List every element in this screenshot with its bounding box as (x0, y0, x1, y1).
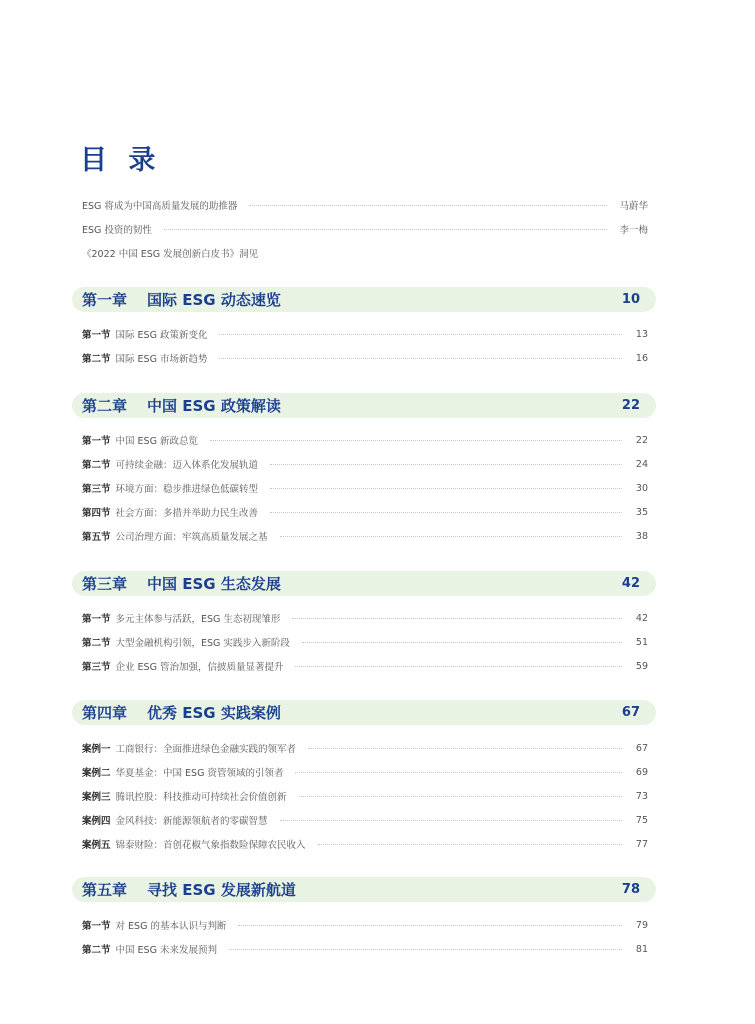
section-row[interactable] (82, 917, 648, 933)
section-row[interactable] (82, 456, 648, 472)
section-label: 腾讯控股：科技推动可持续社会价值创新 (115, 792, 287, 803)
section-page: 22 (635, 434, 648, 446)
leader-dots (270, 464, 622, 465)
leader-dots (164, 229, 608, 230)
section-row[interactable] (82, 326, 648, 342)
leader-dots (280, 536, 622, 537)
section-page: 13 (635, 328, 648, 340)
leader-dots (318, 844, 622, 845)
section-page: 16 (635, 352, 648, 364)
chapter-title: 中国 ESG 政策解读 (147, 397, 281, 415)
section-page: 35 (635, 506, 648, 518)
intro-author: 马蔚华 (619, 201, 648, 212)
section-label: 社会方面：多措并举助力民生改善 (115, 508, 259, 519)
section-prefix: 第一节 (82, 330, 111, 341)
section-row[interactable] (82, 658, 648, 674)
section-prefix: 案例五 (82, 840, 111, 851)
section-prefix: 案例四 (82, 816, 111, 827)
section-page: 73 (635, 790, 648, 802)
leader-dots (270, 488, 622, 489)
section-row[interactable] (82, 812, 648, 828)
chapter-number: 第三章 (82, 575, 128, 593)
section-label: 可持续金融：迈入体系化发展轨道 (115, 460, 259, 471)
intro-label: ESG 投资的韧性 (82, 225, 152, 236)
section-prefix: 第一节 (82, 614, 111, 625)
leader-dots (280, 820, 622, 821)
chapter-number: 第四章 (82, 704, 128, 722)
section-label: 多元主体参与活跃，ESG 生态初现雏形 (115, 614, 281, 625)
leader-dots (219, 358, 622, 359)
leader-dots (302, 642, 622, 643)
section-prefix: 第五节 (82, 532, 111, 543)
chapter-page: 78 (621, 882, 640, 897)
section-page: 75 (635, 814, 648, 826)
section-page: 67 (635, 742, 648, 754)
section-page: 77 (635, 838, 648, 850)
section-label: 企业 ESG 管治加强，信披质量显著提升 (115, 662, 284, 673)
section-row[interactable] (82, 836, 648, 852)
leader-dots (210, 440, 622, 441)
section-prefix: 第一节 (82, 921, 111, 932)
chapter-title: 寻找 ESG 发展新航道 (147, 881, 296, 899)
section-page: 69 (635, 766, 648, 778)
chapter-page: 22 (621, 398, 640, 413)
section-row[interactable] (82, 764, 648, 780)
section-page: 38 (635, 530, 648, 542)
section-prefix: 第四节 (82, 508, 111, 519)
chapter-header[interactable] (72, 393, 656, 418)
section-label: 中国 ESG 未来发展预判 (115, 945, 217, 956)
chapter-page: 67 (621, 705, 640, 720)
chapter-title: 优秀 ESG 实践案例 (147, 704, 281, 722)
section-label: 对 ESG 的基本认识与判断 (115, 921, 227, 932)
section-prefix: 第二节 (82, 638, 111, 649)
section-prefix: 第二节 (82, 354, 111, 365)
section-row[interactable] (82, 634, 648, 650)
section-prefix: 第二节 (82, 945, 111, 956)
leader-dots (308, 748, 622, 749)
section-row[interactable] (82, 504, 648, 520)
section-page: 51 (635, 636, 648, 648)
section-row[interactable] (82, 480, 648, 496)
section-page: 81 (635, 943, 648, 955)
chapter-page: 10 (621, 292, 640, 307)
section-page: 24 (635, 458, 648, 470)
chapter-number: 第一章 (82, 291, 128, 309)
chapter-page: 42 (621, 576, 640, 591)
chapter-number: 第二章 (82, 397, 128, 415)
section-label: 工商银行：全面推进绿色金融实践的领军者 (115, 744, 297, 755)
intro-label: ESG 将成为中国高质量发展的助推器 (82, 201, 238, 212)
intro-label: 《2022 中国 ESG 发展创新白皮书》洞见 (82, 249, 259, 260)
section-prefix: 第三节 (82, 662, 111, 673)
section-label: 国际 ESG 市场新趋势 (115, 354, 208, 365)
section-prefix: 第三节 (82, 484, 111, 495)
section-prefix: 案例三 (82, 792, 111, 803)
section-label: 环境方面：稳步推进绿色低碳转型 (115, 484, 259, 495)
chapter-header[interactable] (72, 571, 656, 596)
chapter-header[interactable] (72, 700, 656, 725)
section-row[interactable] (82, 528, 648, 544)
section-label: 中国 ESG 新政总览 (115, 436, 198, 447)
section-label: 金风科技：新能源领航者的零碳智慧 (115, 816, 268, 827)
leader-dots (249, 205, 607, 206)
section-prefix: 案例一 (82, 744, 111, 755)
section-label: 大型金融机构引领，ESG 实践步入新阶段 (115, 638, 290, 649)
leader-dots (229, 949, 622, 950)
leader-dots (270, 512, 622, 513)
section-page: 42 (635, 612, 648, 624)
section-page: 79 (635, 919, 648, 931)
section-page: 59 (635, 660, 648, 672)
section-label: 公司治理方面：牢筑高质量发展之基 (115, 532, 268, 543)
page-title: 目 录 (80, 145, 162, 176)
section-row[interactable] (82, 610, 648, 626)
leader-dots (292, 618, 622, 619)
intro-row[interactable] (82, 245, 648, 261)
chapter-title: 国际 ESG 动态速览 (147, 291, 281, 309)
section-prefix: 案例二 (82, 768, 111, 779)
section-prefix: 第一节 (82, 436, 111, 447)
section-row[interactable] (82, 740, 648, 756)
intro-row[interactable] (82, 221, 648, 237)
leader-dots (299, 796, 622, 797)
section-label: 国际 ESG 政策新变化 (115, 330, 208, 341)
intro-row[interactable] (82, 197, 648, 213)
section-row[interactable] (82, 432, 648, 448)
chapter-number: 第五章 (82, 881, 128, 899)
section-label: 锦泰财险：首创花椒气象指数险保障农民收入 (115, 840, 306, 851)
section-prefix: 第二节 (82, 460, 111, 471)
section-page: 30 (635, 482, 648, 494)
section-row[interactable] (82, 941, 648, 957)
chapter-header[interactable] (72, 877, 656, 902)
section-row[interactable] (82, 350, 648, 366)
chapter-title: 中国 ESG 生态发展 (147, 575, 281, 593)
leader-dots (238, 925, 622, 926)
leader-dots (219, 334, 622, 335)
chapter-header[interactable] (72, 287, 656, 312)
leader-dots (295, 772, 622, 773)
leader-dots (295, 666, 622, 667)
intro-author: 李一梅 (619, 225, 648, 236)
section-label: 华夏基金：中国 ESG 资管领域的引领者 (115, 768, 284, 779)
section-row[interactable] (82, 788, 648, 804)
